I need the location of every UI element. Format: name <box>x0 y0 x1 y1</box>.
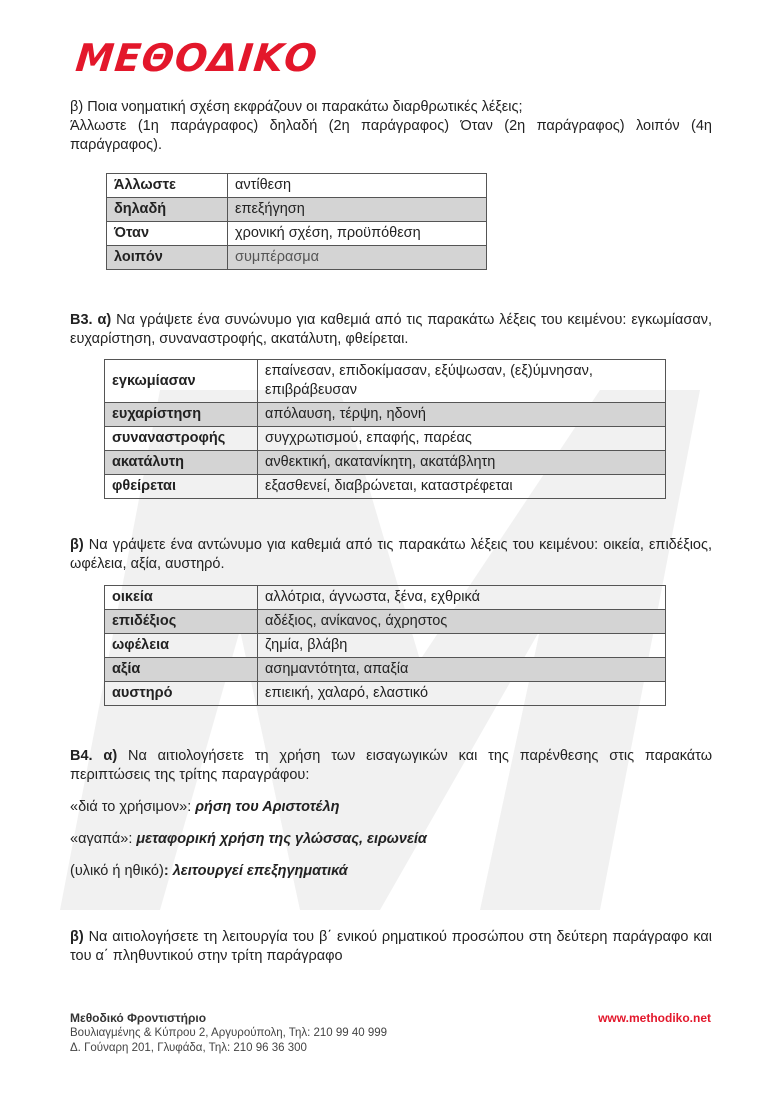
term-cell: ακατάλυτη <box>105 451 258 475</box>
table-row <box>105 610 666 634</box>
table-row <box>107 222 487 246</box>
b4a-item <box>70 862 348 881</box>
b4a-item <box>70 798 340 817</box>
term-cell: δηλαδή <box>107 198 228 222</box>
item-answer: λειτουργεί επεξηγηματικά <box>172 863 348 879</box>
value-cell: επεξήγηση <box>228 198 487 222</box>
b4-label: Β4. <box>70 748 93 764</box>
b3b-question <box>70 536 712 574</box>
b4a-sub: α) <box>103 748 118 764</box>
b2b-question <box>70 98 712 155</box>
table-row <box>107 246 487 270</box>
table-row <box>105 360 666 403</box>
b4a-text: Να αιτιολογήσετε τη χρήση των εισαγωγικών και της παρένθεσης στις παρακάτω περιπτώσεις της τρίτης παραγράφου: <box>70 748 713 783</box>
table-row <box>105 634 666 658</box>
term-cell: επιδέξιος <box>105 610 258 634</box>
value-cell: αλλότρια, άγνωστα, ξένα, εχθρικά <box>258 586 666 610</box>
value-cell: αδέξιος, ανίκανος, άχρηστος <box>258 610 666 634</box>
b4b-sub: β) <box>70 929 84 945</box>
item-quote: (υλικό ή ηθικό) <box>70 863 164 879</box>
value-cell: ζημία, βλάβη <box>258 634 666 658</box>
value-cell: ασημαντότητα, απαξία <box>258 658 666 682</box>
value-cell: ανθεκτική, ακατανίκητη, ακατάβλητη <box>258 451 666 475</box>
b4b-text: Να αιτιολογήσετε τη λειτουργία του β΄ ενικού ρηματικού προσώπου στη δεύτερη παράγραφο και του α΄ πληθυντικού στην τρίτη παράγραφο <box>70 929 712 964</box>
value-cell: επαίνεσαν, επιδοκίμασαν, εξύψωσαν, (εξ)ύμνησαν, επιβράβευσαν <box>258 360 666 403</box>
term-cell: λοιπόν <box>107 246 228 270</box>
b3b-text: Να γράψετε ένα αντώνυμο για καθεμιά από τις παρακάτω λέξεις του κειμένου: οικεία, επιδέξιος, ωφέλεια, αξία, αυστηρό. <box>70 537 712 572</box>
value-cell: συμπέρασμα <box>228 246 487 270</box>
term-cell: οικεία <box>105 586 258 610</box>
term-cell: Όταν <box>107 222 228 246</box>
term-cell: Άλλωστε <box>107 174 228 198</box>
table-row <box>105 658 666 682</box>
item-quote: «διά το χρήσιμον»: <box>70 799 192 815</box>
b3-label: Β3 <box>70 312 89 328</box>
b4b-question <box>70 928 712 966</box>
item-colon: : <box>163 863 169 879</box>
footer-address-1: Βουλιαγμένης & Κύπρου 2, Αργυρούπολη, Τηλ: 210 99 40 999 <box>70 1027 388 1039</box>
term-cell: εγκωμίασαν <box>105 360 258 403</box>
synonyms-table <box>104 359 666 499</box>
table-row <box>105 403 666 427</box>
item-answer: μεταφορική χρήση της γλώσσας, ειρωνεία <box>136 831 427 847</box>
term-cell: αυστηρό <box>105 682 258 706</box>
b3a-sub: α) <box>97 312 112 328</box>
b3a-question: Β3. α) Να γράψετε ένα συνώνυμο για καθεμιά από τις παρακάτω λέξεις του κειμένου: εγκωμίασαν, ευχαρίστηση, συναναστροφής, ακατάλυτη, φθείρεται. <box>70 312 712 347</box>
b3b-sub: β) <box>70 537 84 553</box>
footer-website-link[interactable]: www.methodiko.net <box>598 1011 711 1025</box>
logo: ΜΕΘΟΔΙΚΟ <box>73 36 320 80</box>
table-row <box>107 198 487 222</box>
b3a-text: Να γράψετε ένα συνώνυμο για καθεμιά από τις παρακάτω λέξεις του κειμένου: εγκωμίασαν, ευχαρίστηση, συναναστροφής, ακατάλυτη, φθείρεται. <box>70 312 712 347</box>
antonyms-table <box>104 585 666 706</box>
b4a-question <box>70 747 712 785</box>
b2b-question-line1: β) Ποια νοηματική σχέση εκφράζουν οι παρακάτω διαρθρωτικές λέξεις; <box>70 99 523 115</box>
connectives-table <box>106 173 487 270</box>
footer-contact <box>70 1011 387 1056</box>
value-cell: εξασθενεί, διαβρώνεται, καταστρέφεται <box>258 475 666 499</box>
value-cell: χρονική σχέση, προϋπόθεση <box>228 222 487 246</box>
table-row <box>105 451 666 475</box>
table-row <box>105 682 666 706</box>
term-cell: ωφέλεια <box>105 634 258 658</box>
footer-brand: Μεθοδικό Φροντιστήριο <box>70 1011 207 1025</box>
value-cell: απόλαυση, τέρψη, ηδονή <box>258 403 666 427</box>
table-row <box>105 427 666 451</box>
item-answer: ρήση του Αριστοτέλη <box>195 799 340 815</box>
value-cell: επιεική, χαλαρό, ελαστικό <box>258 682 666 706</box>
b2b-question-line2: Άλλωστε (1η παράγραφος) δηλαδή (2η παράγραφος) Όταν (2η παράγραφος) λοιπόν (4η παράγραφος). <box>70 118 712 153</box>
table-row <box>107 174 487 198</box>
term-cell: φθείρεται <box>105 475 258 499</box>
b4a-item <box>70 830 427 849</box>
footer-address-2: Δ. Γούναρη 201, Γλυφάδα, Τηλ: 210 96 36 300 <box>70 1042 307 1054</box>
term-cell: συναναστροφής <box>105 427 258 451</box>
term-cell: ευχαρίστηση <box>105 403 258 427</box>
term-cell: αξία <box>105 658 258 682</box>
table-row <box>105 475 666 499</box>
table-row <box>105 586 666 610</box>
item-quote: «αγαπά»: <box>70 831 133 847</box>
value-cell: συγχρωτισμού, επαφής, παρέας <box>258 427 666 451</box>
value-cell: αντίθεση <box>228 174 487 198</box>
